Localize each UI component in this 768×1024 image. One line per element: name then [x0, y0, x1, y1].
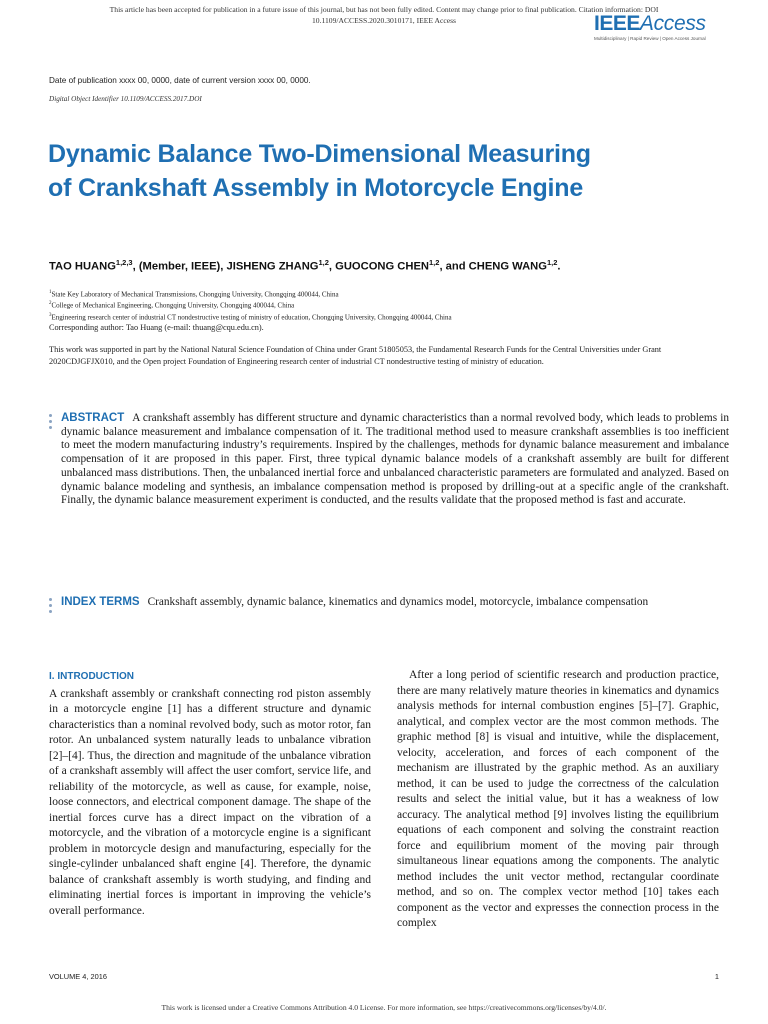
abstract-body	[61, 412, 729, 508]
affiliation-item	[49, 311, 689, 322]
intro-paragraph-right: After a long period of scientific research and production practice, there are many relatively mature theories in kinematics and dynamics analysis methods for internal combustion engines [5]–[7]. Graphic, analytical, and complex vector are the most common methods. The graphic method [8] is visual and intuitive, while the displacement, velocity, acceleration, and forces of each component of the mechanism are illustrated by the graphic method. As an auxiliary method, it can be used to judge the correctness of the calculation results and select the initial value, but it has a weakness of low accuracy. The analytical method [9] involves listing the equilibrium equations of each component and solving the constraint reaction force and equilibrium moment of the moving pair through simultaneous linear equations among the components. The analytic method includes the unit vector method, rectangular coordinate method, and so on. The complex vector method [10] takes each component as the vector and expresses the connection process in the complex	[397, 669, 719, 929]
section-heading-introduction: I. INTRODUCTION	[49, 671, 134, 682]
author-separator: .	[557, 260, 561, 273]
right-column	[397, 668, 719, 932]
author-name: JISHENG ZHANG	[226, 260, 319, 273]
author-name: GUOCONG CHEN	[335, 260, 429, 273]
author-affil-sup: 1,2,3	[115, 258, 133, 267]
doi-line: Digital Object Identifier 10.1109/ACCESS.2017.DOI	[49, 95, 202, 103]
journal-notice-line2: 10.1109/ACCESS.2020.3010171, IEEE Access	[312, 16, 456, 25]
logo-ieee-text: IEEE	[594, 12, 640, 35]
author-name: TAO HUANG	[49, 260, 116, 273]
index-terms-text: Crankshaft assembly, dynamic balance, kinematics and dynamics model, motorcycle, imbalance compensation	[147, 596, 649, 608]
affiliation-item	[49, 299, 689, 310]
corresponding-author: Corresponding author: Tao Huang (e-mail: thuang@cqu.edu.cn).	[49, 323, 264, 332]
author-affil-sup: 1,2	[546, 258, 558, 267]
logo-wordmark	[594, 13, 724, 35]
author-affil-sup: 1,2	[429, 258, 440, 267]
affiliation-text: State Key Laboratory of Mechanical Transmissions, Chongqing University, Chongqing 400044, China	[51, 290, 339, 299]
logo-access-text: Access	[639, 12, 706, 35]
affiliation-sup: 3	[49, 312, 52, 318]
publication-date: Date of publication xxxx 00, 0000, date of current version xxxx 00, 0000.	[49, 76, 311, 85]
abstract-text: A crankshaft assembly has different structure and dynamic characteristics than a normal revolved body, which leads to problems in dynamic balance measurement and imbalance compensation of it. The traditional method used to measure crankshaft assemblies is too inefficient to meet the modern manufacturing industry’s requirements. Inspired by the challenges, methods for dynamic balance measurement and imbalance compensation of it are proposed in this paper. First, three typical dynamic balance models of a crankshaft assembly are built for different unbalanced mass distributions. Then, the unbalanced inertial force and unbalanced characteristic parameters are formulated and analyzed. Based on dynamic balance modeling and synthesis, an imbalance compensation method is proposed by drilling-out at a specific angle of the crankshaft. Finally, the dynamic balance measurement experiment is conducted, and the results validate that the proposed method is fast and accurate.	[61, 412, 729, 507]
section-dots-icon	[49, 414, 53, 432]
affiliation-item	[49, 288, 689, 299]
intro-paragraph-left: A crankshaft assembly or crankshaft connecting rod piston assembly in a motorcycle engine [1] has a different structure and dynamic characteristics than a nominal revolved body, such as motor rotor, fan rotor. An unbalanced system naturally leads to unbalance vibration [2]–[4]. Thus, the direction and magnitude of the unbalance vibration of a crankshaft assembly will affect the user comfort, service life, and reliability of the motorcycle, as well as cause, for example, noise, loose connectors, and electrical component damage. The shape of the inertial forces curve has a direct impact on the vibration of a motorcycle, and the vibration of a motorcycle engine is a significant problem in motorcycle design and manufacturing, especially for the single-cylinder unbalanced shaft engine [4]. Therefore, the dynamic balance of crankshaft assembly is worth studying, and finding and eliminating inertial forces is important in improving the vehicle’s overall performance.	[49, 687, 371, 917]
journal-notice-line1: This article has been accepted for publication in a future issue of this journal, but has not been fully edited. Content may change prior to final publication. Citation information: DOI	[109, 5, 659, 14]
abstract-label: ABSTRACT	[61, 412, 125, 424]
author-separator: , and	[439, 260, 469, 273]
footer-volume: VOLUME 4, 2016	[49, 972, 107, 981]
funding-note: This work was supported in part by the National Natural Science Foundation of China under Grant 51805053, the Fundamental Research Funds for the Central Universities under Grant 2020CDJGFJX010, and the Open project Foundation of Engineering research center of industrial CT nondestructive testing of ministry of education.	[49, 345, 662, 366]
ieee-access-logo	[594, 13, 724, 41]
index-terms-section	[49, 596, 729, 610]
author-list	[49, 256, 609, 274]
index-terms-body	[61, 596, 729, 610]
section-dots-icon	[49, 598, 53, 616]
affiliation-sup: 1	[49, 290, 52, 295]
author-separator: ,	[328, 260, 336, 273]
footer-page-number: 1	[714, 972, 719, 981]
paper-title: Dynamic Balance Two-Dimensional Measuring of Crankshaft Assembly in Motorcycle Engine	[48, 140, 591, 202]
affiliation-text: College of Mechanical Engineering, Chongqing University, Chongqing 400044, China	[51, 301, 295, 310]
license-note: This work is licensed under a Creative Commons Attribution 4.0 License. For more information, see https://creativecommons.org/licenses/by/4.0/.	[161, 1003, 607, 1012]
abstract-section	[49, 412, 729, 508]
left-column	[49, 668, 371, 919]
author-separator: , (Member, IEEE),	[132, 260, 227, 273]
author-name: CHENG WANG	[468, 260, 547, 273]
index-terms-label: INDEX TERMS	[61, 596, 140, 608]
logo-tagline: Multidisciplinary | Rapid Review | Open Access Journal	[594, 36, 706, 41]
affiliation-list	[49, 288, 689, 322]
affiliation-sup: 2	[49, 301, 52, 307]
author-affil-sup: 1,2	[318, 258, 329, 267]
affiliation-text: Engineering research center of industrial CT nondestructive testing of ministry of education, Chongqing University, Chongqing 400044, China	[51, 312, 452, 321]
